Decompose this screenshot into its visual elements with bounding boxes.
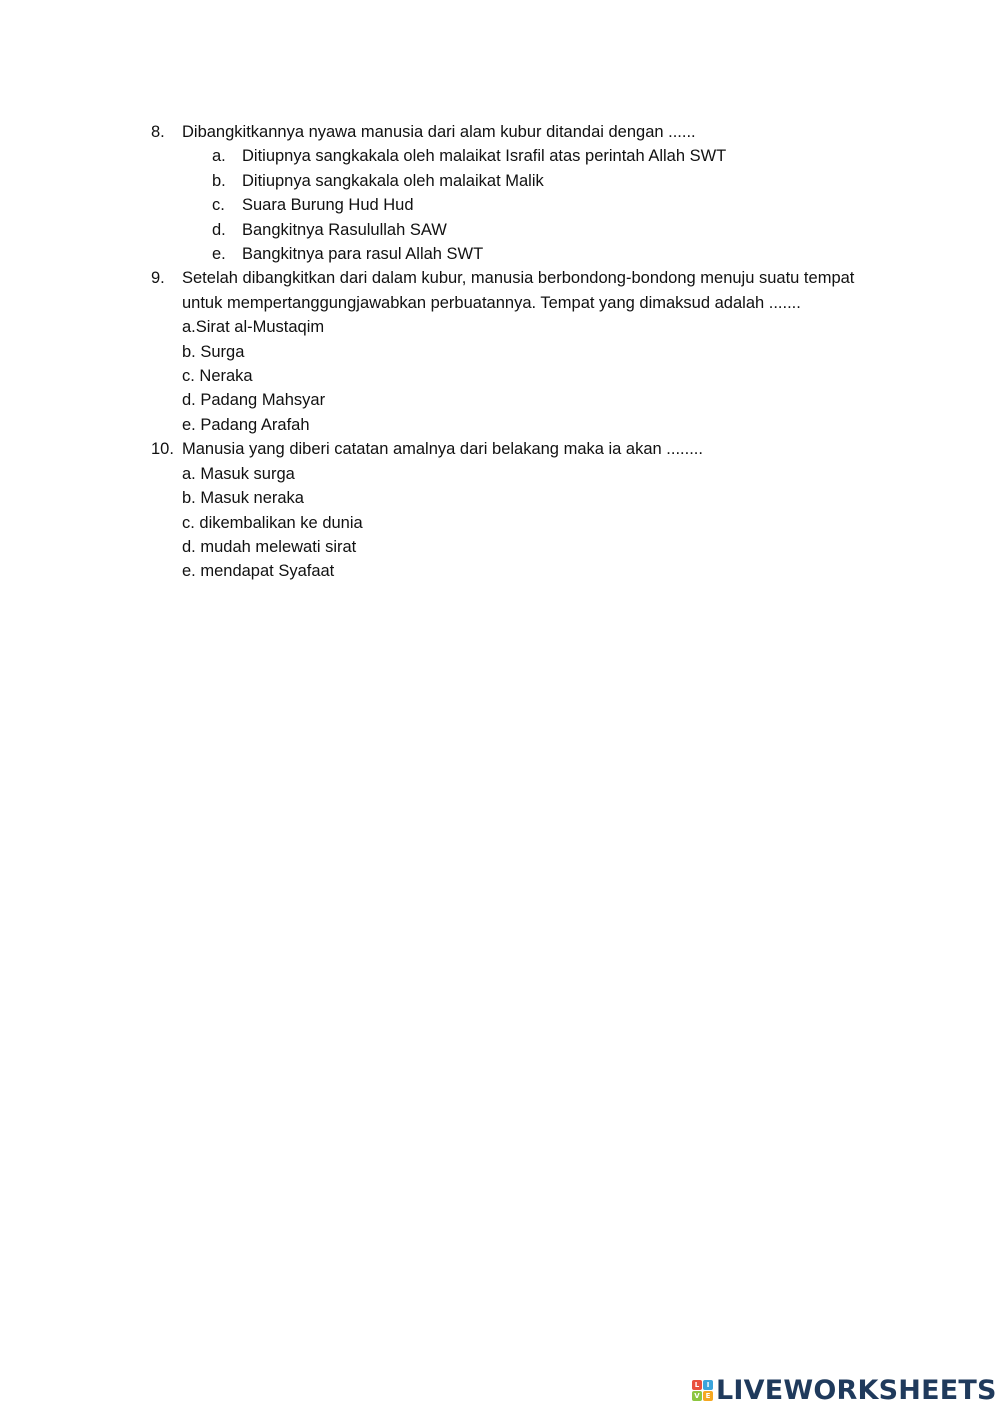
question-number: 9.: [151, 269, 165, 288]
question-text: Manusia yang diberi catatan amalnya dari belakang maka ia akan ........: [182, 440, 703, 459]
option-c: c. Neraka: [182, 367, 253, 386]
option-text: Ditiupnya sangkakala oleh malaikat Malik: [242, 171, 544, 190]
liveworksheets-logo: [692, 1374, 997, 1406]
option-a: a.Sirat al-Mustaqim: [182, 318, 325, 337]
option-list: [182, 144, 891, 266]
option-text: Suara Burung Hud Hud: [242, 196, 414, 215]
option-b: [182, 169, 891, 193]
option-text: Ditiupnya sangkakala oleh malaikat Israfil atas perintah Allah SWT: [242, 147, 727, 166]
option-text: Bangkitnya Rasulullah SAW: [242, 220, 447, 239]
question-8: [151, 120, 891, 266]
option-c: c. dikembalikan ke dunia: [182, 513, 363, 532]
option-e: e. mendapat Syafaat: [182, 562, 335, 581]
option-list: [182, 315, 891, 437]
live-icon-cell: E: [703, 1391, 713, 1401]
option-e: e. Padang Arafah: [182, 415, 310, 434]
option-b: b. Masuk neraka: [182, 489, 304, 508]
live-icon-cell: L: [692, 1380, 702, 1390]
option-a: [182, 144, 891, 168]
question-10: [151, 437, 891, 583]
option-d: d. Padang Mahsyar: [182, 391, 326, 410]
option-e: [182, 242, 891, 266]
question-number: 10.: [151, 440, 174, 459]
brand-name: LIVEWORKSHEETS: [716, 1374, 997, 1406]
question-9: [151, 266, 891, 437]
option-d: [182, 218, 891, 242]
question-number: 8.: [151, 123, 165, 141]
option-b: b. Surga: [182, 342, 245, 361]
option-letter: a.: [212, 147, 226, 166]
option-c: [182, 193, 891, 217]
option-letter: e.: [212, 245, 226, 264]
option-list: [182, 462, 891, 584]
live-icon: [692, 1380, 713, 1401]
option-letter: c.: [212, 196, 225, 215]
option-d: d. mudah melewati sirat: [182, 537, 357, 556]
option-letter: d.: [212, 220, 226, 239]
question-text: Dibangkitkannya nyawa manusia dari alam kubur ditandai dengan ......: [182, 123, 696, 141]
live-icon-cell: V: [692, 1391, 702, 1401]
option-a: a. Masuk surga: [182, 464, 295, 483]
option-text: Bangkitnya para rasul Allah SWT: [242, 245, 484, 264]
option-letter: b.: [212, 171, 226, 190]
question-list: [151, 120, 891, 584]
live-icon-cell: I: [703, 1380, 713, 1390]
question-text: Setelah dibangkitkan dari dalam kubur, manusia berbondong-bondong menuju suatu tempat untuk mempertanggungjawabkan perbuatannya. Tempat yang dimaksud adalah .......: [182, 269, 855, 312]
